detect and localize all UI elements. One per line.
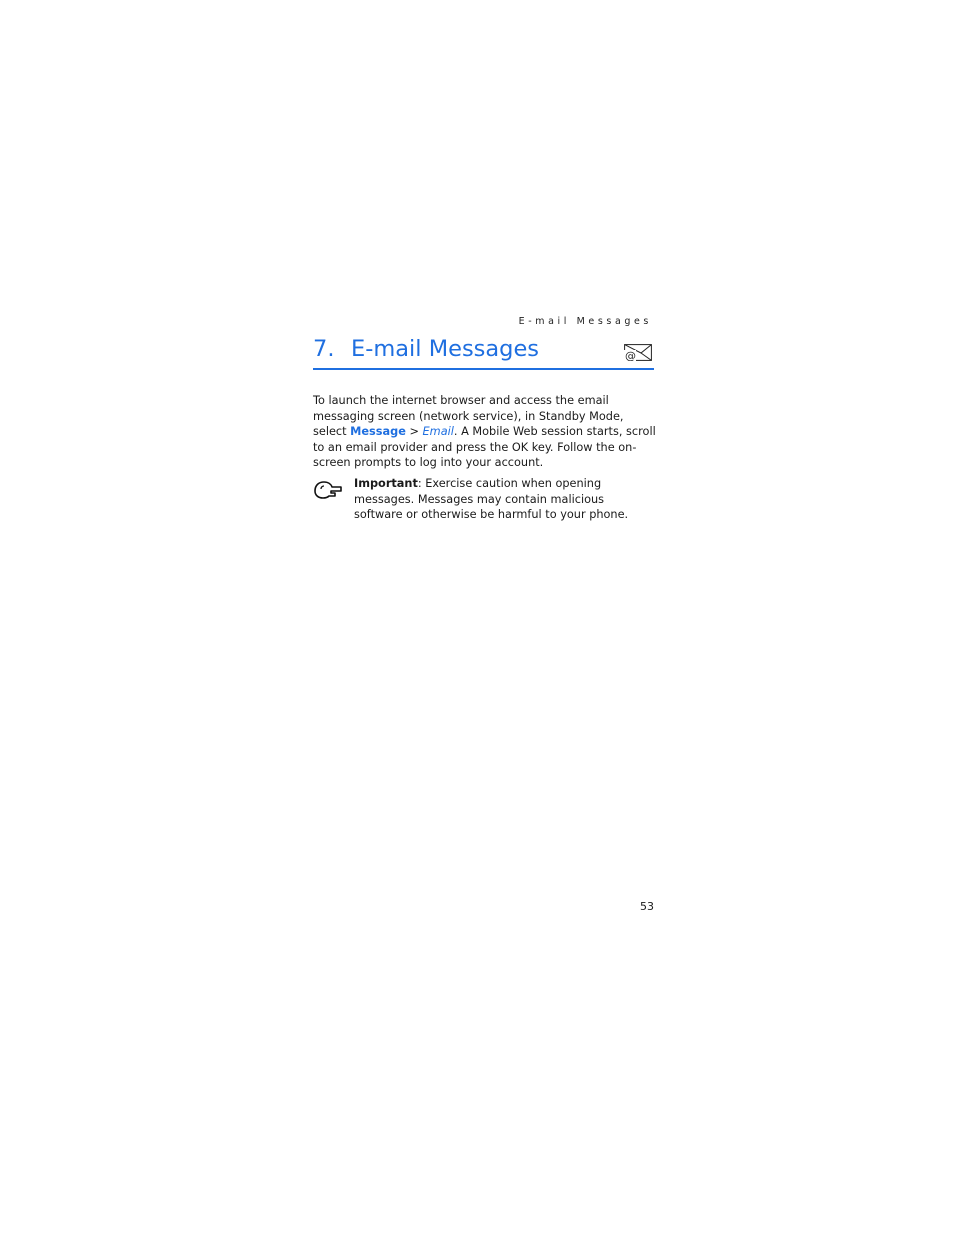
- email-envelope-icon: [624, 344, 652, 361]
- note-label: Important: [354, 477, 418, 490]
- note-text: : Exercise caution when opening messages. Messages may contain malicious software or otherwise be harmful to your phone.: [354, 477, 629, 522]
- menu-separator: >: [405, 425, 423, 439]
- chapter-heading: [313, 334, 654, 370]
- running-header: E-mail Messages: [518, 316, 652, 327]
- menu-email: Email: [422, 425, 454, 439]
- important-note: [354, 476, 654, 523]
- intro-text-after: . A Mobile Web session starts, scroll to an email provider and press the OK key. Follow the on-screen prompts to log into your account.: [313, 425, 656, 470]
- chapter-title: E-mail Messages: [351, 336, 540, 362]
- page-number: 53: [640, 900, 654, 913]
- menu-message: Message: [350, 425, 406, 439]
- important-hand-icon: [313, 480, 343, 500]
- intro-text-before: To launch the internet browser and access the email messaging screen (network service), in Standby Mode, select: [313, 394, 624, 439]
- chapter-number: 7.: [313, 336, 335, 362]
- svg-text:@: @: [625, 349, 636, 361]
- intro-paragraph: [313, 393, 658, 471]
